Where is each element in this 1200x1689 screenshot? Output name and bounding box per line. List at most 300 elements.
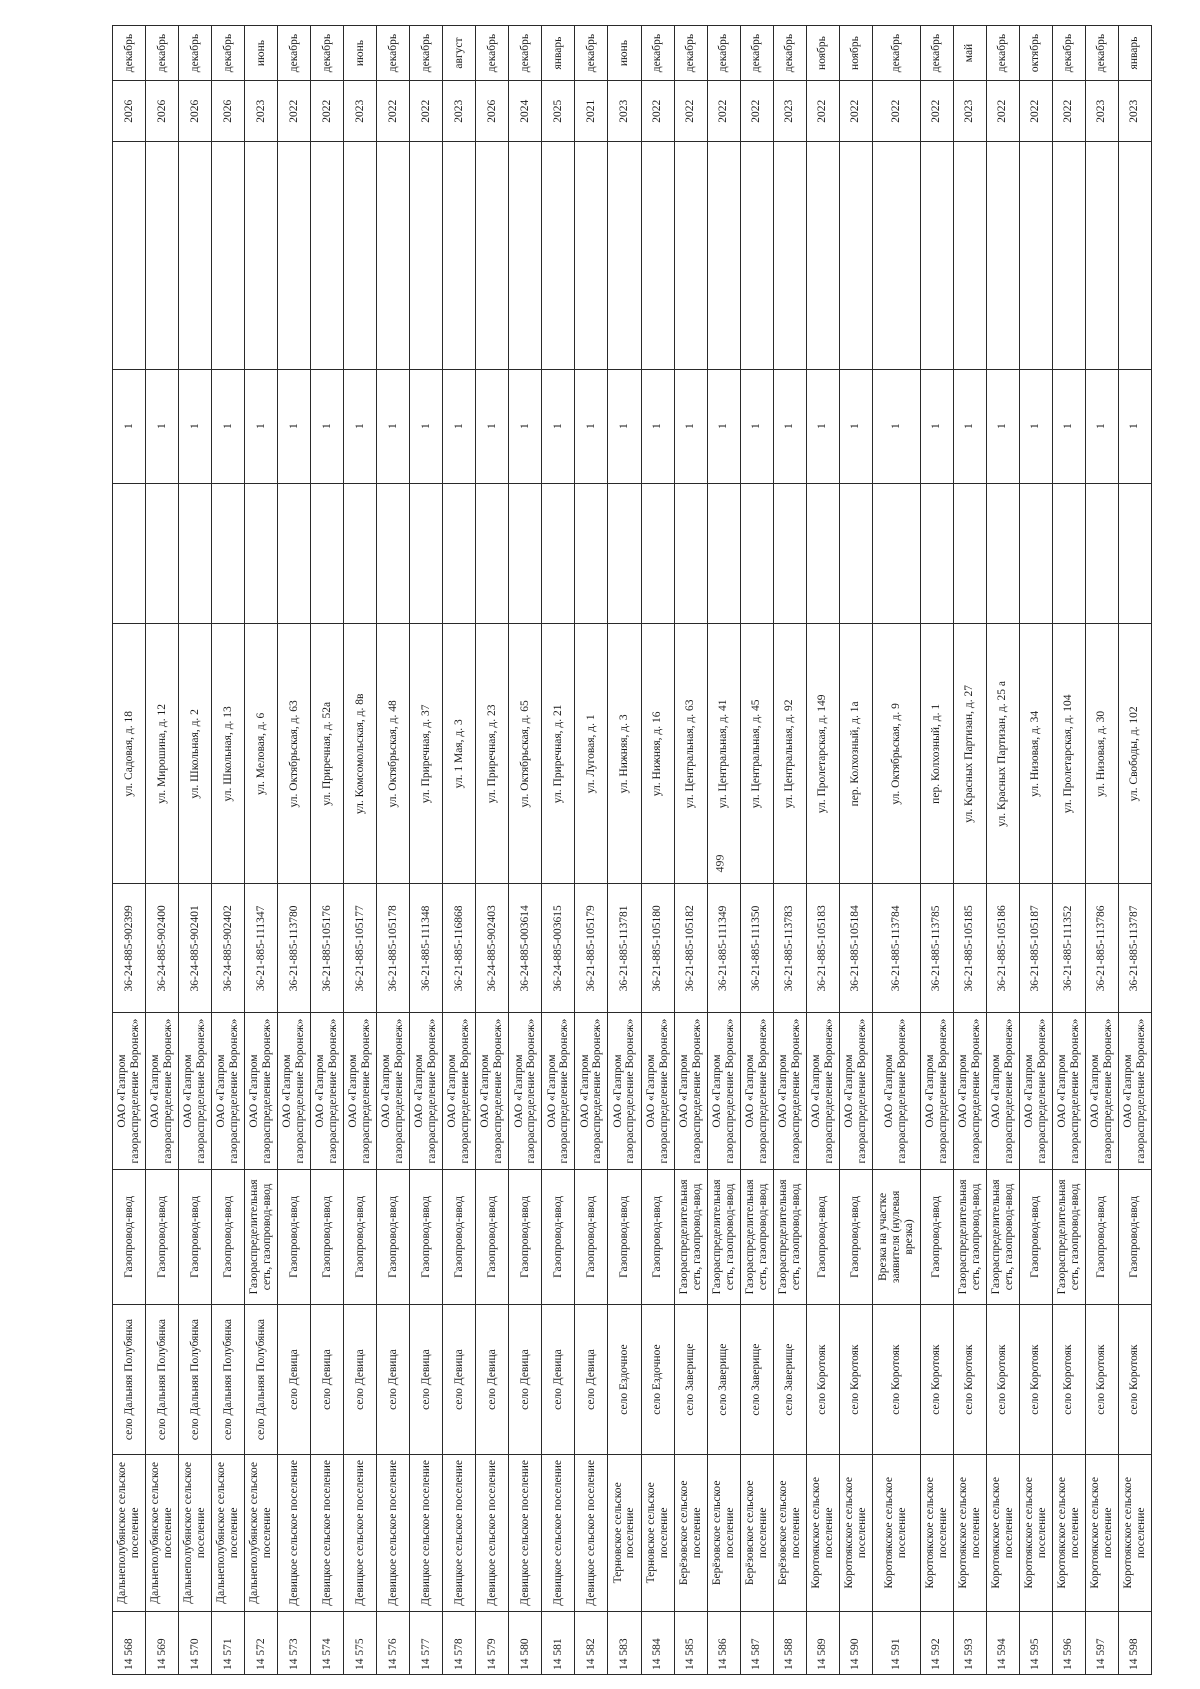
- object-type-cell: Газопровод-ввод: [212, 1169, 245, 1304]
- empty-cell: [410, 483, 443, 624]
- month-cell: июнь: [608, 26, 641, 81]
- empty-cell: [146, 142, 179, 369]
- object-type-cell: Газопровод-ввод: [839, 1169, 872, 1304]
- object-code-cell: 36-21-885-105177: [344, 884, 377, 1013]
- locality-cell: село Дальняя Полубянка: [212, 1305, 245, 1455]
- owner-cell: ОАО «Газпром газораспределение Воронеж»: [1052, 1013, 1085, 1169]
- locality-cell: село Заверище: [740, 1305, 773, 1455]
- month-cell: декабрь: [986, 26, 1019, 81]
- empty-cell: [872, 142, 920, 369]
- year-cell: 2026: [212, 81, 245, 142]
- quantity-cell: 1: [608, 369, 641, 483]
- row-number: 14 570: [179, 1611, 212, 1674]
- address-cell: ул. Октябрьская, д. 9: [872, 624, 920, 884]
- quantity-cell: 1: [509, 369, 542, 483]
- locality-cell: село Заверище: [674, 1305, 707, 1455]
- month-cell: июнь: [344, 26, 377, 81]
- year-cell: 2023: [1118, 81, 1151, 142]
- month-cell: май: [953, 26, 986, 81]
- empty-cell: [245, 483, 278, 624]
- object-code-cell: 36-21-885-111348: [410, 884, 443, 1013]
- month-cell: декабрь: [1052, 26, 1085, 81]
- object-type-cell: Газораспределительная сеть, газопровод-ввод: [707, 1169, 740, 1304]
- empty-cell: [146, 483, 179, 624]
- owner-cell: ОАО «Газпром газораспределение Воронеж»: [113, 1013, 146, 1169]
- quantity-cell: 1: [311, 369, 344, 483]
- empty-cell: [410, 142, 443, 369]
- locality-cell: село Девица: [575, 1305, 608, 1455]
- table-row: [377, 26, 410, 1675]
- object-code-cell: 36-21-885-105179: [575, 884, 608, 1013]
- empty-cell: [920, 483, 953, 624]
- municipality-cell: Коротоякское сельское поселение: [1118, 1455, 1151, 1611]
- object-code-cell: 36-21-885-111349: [707, 884, 740, 1013]
- empty-cell: [377, 483, 410, 624]
- row-number: 14 572: [245, 1611, 278, 1674]
- object-code-cell: 36-24-885-902401: [179, 884, 212, 1013]
- quantity-cell: 1: [920, 369, 953, 483]
- locality-cell: село Девица: [377, 1305, 410, 1455]
- address-cell: ул. Центральная, д. 41: [707, 624, 740, 884]
- municipality-cell: Коротоякское сельское поселение: [986, 1455, 1019, 1611]
- object-type-cell: Газопровод-ввод: [806, 1169, 839, 1304]
- object-type-cell: Газопровод-ввод: [1118, 1169, 1151, 1304]
- object-type-cell: Газопровод-ввод: [641, 1169, 674, 1304]
- gasification-table: [112, 25, 1152, 1675]
- address-cell: ул. Школьная, д. 2: [179, 624, 212, 884]
- locality-cell: село Девица: [410, 1305, 443, 1455]
- row-number: 14 582: [575, 1611, 608, 1674]
- month-cell: декабрь: [146, 26, 179, 81]
- row-number: 14 587: [740, 1611, 773, 1674]
- year-cell: 2022: [872, 81, 920, 142]
- year-cell: 2022: [278, 81, 311, 142]
- locality-cell: село Коротояк: [1052, 1305, 1085, 1455]
- municipality-cell: Берёзовское сельское поселение: [674, 1455, 707, 1611]
- object-type-cell: Газораспределительная сеть, газопровод-ввод: [740, 1169, 773, 1304]
- address-cell: ул. Центральная, д. 92: [773, 624, 806, 884]
- table-row: [1019, 26, 1052, 1675]
- locality-cell: село Дальняя Полубянка: [179, 1305, 212, 1455]
- empty-cell: [575, 483, 608, 624]
- owner-cell: ОАО «Газпром газораспределение Воронеж»: [953, 1013, 986, 1169]
- quantity-cell: 1: [278, 369, 311, 483]
- empty-cell: [740, 142, 773, 369]
- empty-cell: [311, 483, 344, 624]
- object-type-cell: Газопровод-ввод: [920, 1169, 953, 1304]
- locality-cell: село Дальняя Полубянка: [245, 1305, 278, 1455]
- empty-cell: [1019, 483, 1052, 624]
- object-type-cell: Газораспределительная сеть, газопровод-ввод: [773, 1169, 806, 1304]
- quantity-cell: 1: [179, 369, 212, 483]
- locality-cell: село Заверище: [707, 1305, 740, 1455]
- owner-cell: ОАО «Газпром газораспределение Воронеж»: [707, 1013, 740, 1169]
- row-number: 14 594: [986, 1611, 1019, 1674]
- object-type-cell: Газопровод-ввод: [476, 1169, 509, 1304]
- empty-cell: [953, 483, 986, 624]
- table-row: [872, 26, 920, 1675]
- object-type-cell: Газопровод-ввод: [179, 1169, 212, 1304]
- municipality-cell: Берёзовское сельское поселение: [773, 1455, 806, 1611]
- address-cell: ул. Низовая, д. 34: [1019, 624, 1052, 884]
- address-cell: ул. Нижняя, д. 16: [641, 624, 674, 884]
- empty-cell: [377, 142, 410, 369]
- object-code-cell: 36-24-885-003615: [542, 884, 575, 1013]
- month-cell: декабрь: [410, 26, 443, 81]
- month-cell: декабрь: [476, 26, 509, 81]
- locality-cell: село Дальняя Полубянка: [146, 1305, 179, 1455]
- quantity-cell: 1: [953, 369, 986, 483]
- month-cell: декабрь: [674, 26, 707, 81]
- locality-cell: село Девица: [542, 1305, 575, 1455]
- locality-cell: село Дальняя Полубянка: [113, 1305, 146, 1455]
- month-cell: декабрь: [113, 26, 146, 81]
- row-number: 14 585: [674, 1611, 707, 1674]
- empty-cell: [575, 142, 608, 369]
- quantity-cell: 1: [113, 369, 146, 483]
- month-cell: октябрь: [1019, 26, 1052, 81]
- municipality-cell: Девицкое сельское поселение: [509, 1455, 542, 1611]
- object-type-cell: Врезка на участке заявителя (нулевая врезка): [872, 1169, 920, 1304]
- month-cell: декабрь: [212, 26, 245, 81]
- table-row: [674, 26, 707, 1675]
- empty-cell: [986, 142, 1019, 369]
- locality-cell: село Коротояк: [1085, 1305, 1118, 1455]
- quantity-cell: 1: [740, 369, 773, 483]
- row-number: 14 568: [113, 1611, 146, 1674]
- empty-cell: [344, 142, 377, 369]
- owner-cell: ОАО «Газпром газораспределение Воронеж»: [872, 1013, 920, 1169]
- municipality-cell: Девицкое сельское поселение: [344, 1455, 377, 1611]
- object-code-cell: 36-21-885-113787: [1118, 884, 1151, 1013]
- row-number: 14 571: [212, 1611, 245, 1674]
- quantity-cell: 1: [1118, 369, 1151, 483]
- object-code-cell: 36-21-885-105185: [953, 884, 986, 1013]
- table-row: [113, 26, 146, 1675]
- municipality-cell: Коротоякское сельское поселение: [953, 1455, 986, 1611]
- address-cell: ул. Мирошина, д. 12: [146, 624, 179, 884]
- object-type-cell: Газопровод-ввод: [113, 1169, 146, 1304]
- municipality-cell: Дальнеполубянское сельское поселение: [212, 1455, 245, 1611]
- month-cell: декабрь: [377, 26, 410, 81]
- locality-cell: село Девица: [278, 1305, 311, 1455]
- year-cell: 2026: [179, 81, 212, 142]
- address-cell: ул. Нижняя, д. 3: [608, 624, 641, 884]
- address-cell: ул. Меловая, д. 6: [245, 624, 278, 884]
- address-cell: ул. Приречная, д. 23: [476, 624, 509, 884]
- address-cell: ул. Приречная, д. 37: [410, 624, 443, 884]
- table-body: [113, 26, 1152, 1675]
- quantity-cell: 1: [344, 369, 377, 483]
- address-cell: ул. Центральная, д. 63: [674, 624, 707, 884]
- object-code-cell: 36-21-885-113784: [872, 884, 920, 1013]
- month-cell: декабрь: [707, 26, 740, 81]
- row-number: 14 583: [608, 1611, 641, 1674]
- quantity-cell: 1: [839, 369, 872, 483]
- month-cell: декабрь: [773, 26, 806, 81]
- year-cell: 2022: [740, 81, 773, 142]
- owner-cell: ОАО «Газпром газораспределение Воронеж»: [608, 1013, 641, 1169]
- owner-cell: ОАО «Газпром газораспределение Воронеж»: [920, 1013, 953, 1169]
- table-row: [608, 26, 641, 1675]
- empty-cell: [1052, 142, 1085, 369]
- address-cell: ул. Пролетарская, д. 149: [806, 624, 839, 884]
- address-cell: ул. Центральная, д. 45: [740, 624, 773, 884]
- municipality-cell: Терновское сельское поселение: [641, 1455, 674, 1611]
- empty-cell: [674, 483, 707, 624]
- month-cell: декабрь: [641, 26, 674, 81]
- object-type-cell: Газопровод-ввод: [509, 1169, 542, 1304]
- owner-cell: ОАО «Газпром газораспределение Воронеж»: [1085, 1013, 1118, 1169]
- month-cell: декабрь: [920, 26, 953, 81]
- owner-cell: ОАО «Газпром газораспределение Воронеж»: [740, 1013, 773, 1169]
- municipality-cell: Коротоякское сельское поселение: [872, 1455, 920, 1611]
- month-cell: декабрь: [872, 26, 920, 81]
- year-cell: 2022: [707, 81, 740, 142]
- empty-cell: [920, 142, 953, 369]
- year-cell: 2022: [839, 81, 872, 142]
- object-code-cell: 36-21-885-111352: [1052, 884, 1085, 1013]
- year-cell: 2022: [1019, 81, 1052, 142]
- address-cell: ул. 1 Мая, д. 3: [443, 624, 476, 884]
- month-cell: декабрь: [278, 26, 311, 81]
- locality-cell: село Коротояк: [986, 1305, 1019, 1455]
- owner-cell: ОАО «Газпром газораспределение Воронеж»: [476, 1013, 509, 1169]
- object-type-cell: Газопровод-ввод: [608, 1169, 641, 1304]
- year-cell: 2022: [377, 81, 410, 142]
- empty-cell: [839, 142, 872, 369]
- quantity-cell: 1: [872, 369, 920, 483]
- object-code-cell: 36-21-885-105183: [806, 884, 839, 1013]
- owner-cell: ОАО «Газпром газораспределение Воронеж»: [806, 1013, 839, 1169]
- empty-cell: [608, 483, 641, 624]
- empty-cell: [245, 142, 278, 369]
- municipality-cell: Терновское сельское поселение: [608, 1455, 641, 1611]
- municipality-cell: Дальнеполубянское сельское поселение: [179, 1455, 212, 1611]
- municipality-cell: Девицкое сельское поселение: [476, 1455, 509, 1611]
- locality-cell: село Девица: [443, 1305, 476, 1455]
- address-cell: ул. Октябрьская, д. 65: [509, 624, 542, 884]
- empty-cell: [740, 483, 773, 624]
- address-cell: ул. Комсомольская, д. 8в: [344, 624, 377, 884]
- owner-cell: ОАО «Газпром газораспределение Воронеж»: [1118, 1013, 1151, 1169]
- empty-cell: [1052, 483, 1085, 624]
- row-number: 14 580: [509, 1611, 542, 1674]
- address-cell: ул. Октябрьская, д. 48: [377, 624, 410, 884]
- empty-cell: [953, 142, 986, 369]
- address-cell: ул. Красных Партизан, д. 27: [953, 624, 986, 884]
- locality-cell: село Девица: [344, 1305, 377, 1455]
- municipality-cell: Дальнеполубянское сельское поселение: [146, 1455, 179, 1611]
- empty-cell: [1118, 142, 1151, 369]
- locality-cell: село Коротояк: [872, 1305, 920, 1455]
- year-cell: 2026: [113, 81, 146, 142]
- object-code-cell: 36-21-885-113780: [278, 884, 311, 1013]
- quantity-cell: 1: [575, 369, 608, 483]
- year-cell: 2023: [1085, 81, 1118, 142]
- object-code-cell: 36-24-885-003614: [509, 884, 542, 1013]
- year-cell: 2023: [953, 81, 986, 142]
- object-type-cell: Газопровод-ввод: [377, 1169, 410, 1304]
- empty-cell: [641, 483, 674, 624]
- year-cell: 2026: [146, 81, 179, 142]
- empty-cell: [773, 142, 806, 369]
- quantity-cell: 1: [146, 369, 179, 483]
- empty-cell: [278, 142, 311, 369]
- owner-cell: ОАО «Газпром газораспределение Воронеж»: [773, 1013, 806, 1169]
- year-cell: 2022: [806, 81, 839, 142]
- object-type-cell: Газопровод-ввод: [1085, 1169, 1118, 1304]
- quantity-cell: 1: [773, 369, 806, 483]
- row-number: 14 598: [1118, 1611, 1151, 1674]
- empty-cell: [1085, 142, 1118, 369]
- quantity-cell: 1: [410, 369, 443, 483]
- quantity-cell: 1: [245, 369, 278, 483]
- owner-cell: ОАО «Газпром газораспределение Воронеж»: [443, 1013, 476, 1169]
- table-row: [179, 26, 212, 1675]
- month-cell: декабрь: [179, 26, 212, 81]
- address-cell: ул. Октябрьская, д. 63: [278, 624, 311, 884]
- quantity-cell: 1: [443, 369, 476, 483]
- table-row: [1085, 26, 1118, 1675]
- address-cell: ул. Свободы, д. 102: [1118, 624, 1151, 884]
- object-type-cell: Газораспределительная сеть, газопровод-ввод: [986, 1169, 1019, 1304]
- table-row: [806, 26, 839, 1675]
- quantity-cell: 1: [476, 369, 509, 483]
- row-number: 14 573: [278, 1611, 311, 1674]
- year-cell: 2024: [509, 81, 542, 142]
- table-row: [641, 26, 674, 1675]
- table-row: [575, 26, 608, 1675]
- table-row: [344, 26, 377, 1675]
- quantity-cell: 1: [212, 369, 245, 483]
- address-cell: ул. Садовая, д. 18: [113, 624, 146, 884]
- object-code-cell: 36-21-885-113786: [1085, 884, 1118, 1013]
- empty-cell: [872, 483, 920, 624]
- object-code-cell: 36-21-885-111350: [740, 884, 773, 1013]
- year-cell: 2022: [674, 81, 707, 142]
- owner-cell: ОАО «Газпром газораспределение Воронеж»: [986, 1013, 1019, 1169]
- address-cell: ул. Школьная, д. 13: [212, 624, 245, 884]
- month-cell: ноябрь: [839, 26, 872, 81]
- year-cell: 2022: [641, 81, 674, 142]
- month-cell: январь: [542, 26, 575, 81]
- municipality-cell: Берёзовское сельское поселение: [740, 1455, 773, 1611]
- object-type-cell: Газораспределительная сеть, газопровод-ввод: [1052, 1169, 1085, 1304]
- address-cell: ул. Приречная, д. 52а: [311, 624, 344, 884]
- year-cell: 2023: [608, 81, 641, 142]
- table-row: [707, 26, 740, 1675]
- owner-cell: ОАО «Газпром газораспределение Воронеж»: [1019, 1013, 1052, 1169]
- row-number: 14 574: [311, 1611, 344, 1674]
- object-type-cell: Газопровод-ввод: [344, 1169, 377, 1304]
- object-code-cell: 36-21-885-105178: [377, 884, 410, 1013]
- municipality-cell: Девицкое сельское поселение: [542, 1455, 575, 1611]
- object-type-cell: Газопровод-ввод: [146, 1169, 179, 1304]
- row-number: 14 584: [641, 1611, 674, 1674]
- empty-cell: [509, 142, 542, 369]
- empty-cell: [674, 142, 707, 369]
- locality-cell: село Девица: [509, 1305, 542, 1455]
- row-number: 14 589: [806, 1611, 839, 1674]
- table-row: [509, 26, 542, 1675]
- month-cell: июнь: [245, 26, 278, 81]
- quantity-cell: 1: [986, 369, 1019, 483]
- year-cell: 2023: [344, 81, 377, 142]
- locality-cell: село Коротояк: [920, 1305, 953, 1455]
- owner-cell: ОАО «Газпром газораспределение Воронеж»: [344, 1013, 377, 1169]
- row-number: 14 578: [443, 1611, 476, 1674]
- object-code-cell: 36-24-885-902402: [212, 884, 245, 1013]
- table-row: [773, 26, 806, 1675]
- object-code-cell: 36-21-885-113783: [773, 884, 806, 1013]
- locality-cell: село Ездочное: [608, 1305, 641, 1455]
- address-cell: ул. Приречная, д. 21: [542, 624, 575, 884]
- locality-cell: село Ездочное: [641, 1305, 674, 1455]
- empty-cell: [986, 483, 1019, 624]
- object-type-cell: Газопровод-ввод: [542, 1169, 575, 1304]
- owner-cell: ОАО «Газпром газораспределение Воронеж»: [179, 1013, 212, 1169]
- table-row: [1118, 26, 1151, 1675]
- owner-cell: ОАО «Газпром газораспределение Воронеж»: [674, 1013, 707, 1169]
- object-type-cell: Газопровод-ввод: [443, 1169, 476, 1304]
- owner-cell: ОАО «Газпром газораспределение Воронеж»: [377, 1013, 410, 1169]
- quantity-cell: 1: [1052, 369, 1085, 483]
- owner-cell: ОАО «Газпром газораспределение Воронеж»: [542, 1013, 575, 1169]
- locality-cell: село Девица: [476, 1305, 509, 1455]
- year-cell: 2022: [311, 81, 344, 142]
- municipality-cell: Коротоякское сельское поселение: [1052, 1455, 1085, 1611]
- empty-cell: [212, 142, 245, 369]
- quantity-cell: 1: [542, 369, 575, 483]
- row-number: 14 596: [1052, 1611, 1085, 1674]
- row-number: 14 576: [377, 1611, 410, 1674]
- row-number: 14 579: [476, 1611, 509, 1674]
- municipality-cell: Дальнеполубянское сельское поселение: [245, 1455, 278, 1611]
- locality-cell: село Коротояк: [839, 1305, 872, 1455]
- object-type-cell: Газораспределительная сеть, газопровод-ввод: [953, 1169, 986, 1304]
- owner-cell: ОАО «Газпром газораспределение Воронеж»: [410, 1013, 443, 1169]
- table-row: [839, 26, 872, 1675]
- table-row: [410, 26, 443, 1675]
- quantity-cell: 1: [1085, 369, 1118, 483]
- object-code-cell: 36-21-885-105187: [1019, 884, 1052, 1013]
- year-cell: 2022: [1052, 81, 1085, 142]
- empty-cell: [1019, 142, 1052, 369]
- empty-cell: [476, 142, 509, 369]
- address-cell: ул. Низовая, д. 30: [1085, 624, 1118, 884]
- empty-cell: [542, 142, 575, 369]
- empty-cell: [1085, 483, 1118, 624]
- municipality-cell: Девицкое сельское поселение: [575, 1455, 608, 1611]
- year-cell: 2023: [773, 81, 806, 142]
- owner-cell: ОАО «Газпром газораспределение Воронеж»: [641, 1013, 674, 1169]
- table-row: [443, 26, 476, 1675]
- empty-cell: [1118, 483, 1151, 624]
- row-number: 14 581: [542, 1611, 575, 1674]
- locality-cell: село Заверище: [773, 1305, 806, 1455]
- empty-cell: [278, 483, 311, 624]
- empty-cell: [806, 483, 839, 624]
- empty-cell: [608, 142, 641, 369]
- row-number: 14 595: [1019, 1611, 1052, 1674]
- object-code-cell: 36-21-885-113781: [608, 884, 641, 1013]
- rotated-table-container: [112, 25, 1152, 1675]
- month-cell: декабрь: [1085, 26, 1118, 81]
- object-code-cell: 36-21-885-105186: [986, 884, 1019, 1013]
- year-cell: 2022: [986, 81, 1019, 142]
- empty-cell: [773, 483, 806, 624]
